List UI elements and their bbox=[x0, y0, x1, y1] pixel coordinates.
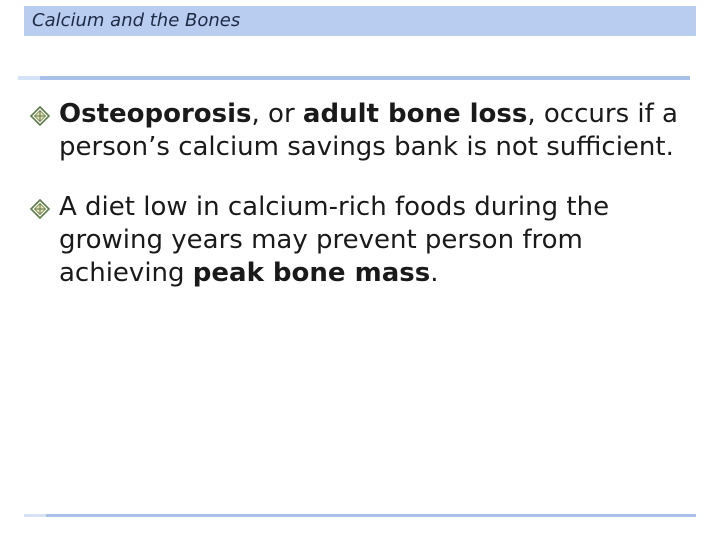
title-bar bbox=[24, 6, 696, 36]
diamond-bullet-icon bbox=[30, 106, 50, 126]
bottom-divider-accent bbox=[24, 514, 46, 517]
bullet-item bbox=[30, 191, 694, 290]
slide-title: Calcium and the Bones bbox=[32, 10, 241, 31]
bullet-text-bold: Osteoporosis bbox=[59, 99, 252, 129]
bullet-text: , or bbox=[251, 99, 303, 129]
top-divider bbox=[18, 76, 690, 80]
bullet-text: . bbox=[430, 258, 439, 288]
bottom-divider bbox=[24, 514, 696, 517]
bullet-text: , occurs if a person’s calcium savings bank is not sufficient. bbox=[59, 99, 678, 162]
bullet-text-bold: adult bone loss bbox=[302, 99, 528, 129]
bullet-list bbox=[30, 98, 694, 317]
bullet-item bbox=[30, 98, 694, 164]
bullet-text-bold: peak bone mass bbox=[192, 258, 431, 288]
bullet-text: A diet low in calcium-rich foods during the growing years may prevent person from achieving bbox=[59, 192, 610, 288]
diamond-bullet-icon bbox=[30, 199, 50, 219]
top-divider-accent bbox=[18, 76, 40, 80]
